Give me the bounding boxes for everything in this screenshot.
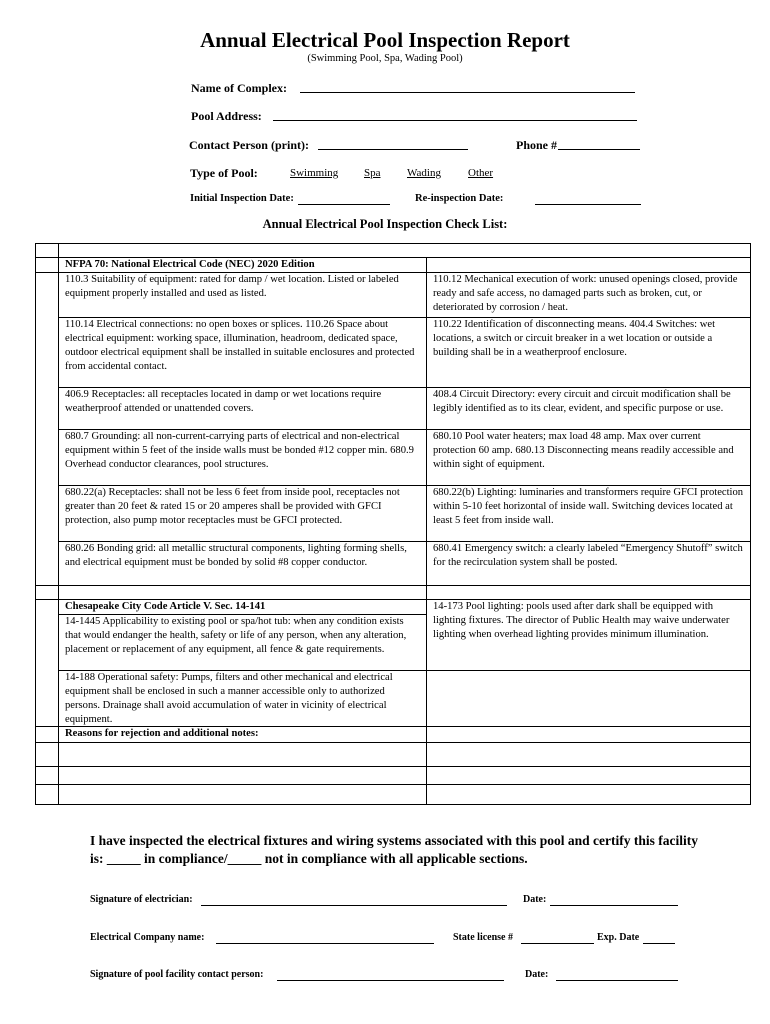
nec-item: 110.14 Electrical connections: no open boxes or splices. 110.26 Space about electrical equipment: working space, illumination, headroom, dedicated space, outdoor electrical equipment shall be installed in suitable enclosures and protected from accidental contact.	[59, 317, 427, 387]
report-subtitle: (Swimming Pool, Spa, Wading Pool)	[307, 53, 463, 64]
table-row	[36, 599, 751, 614]
section-heading-city: Chesapeake City Code Article V. Sec. 14-141	[59, 599, 427, 614]
license-label: State license #	[453, 932, 513, 943]
contact-field[interactable]	[318, 137, 468, 150]
nec-item: 680.41 Emergency switch: a clearly labeled “Emergency Shutoff” switch for the recirculation system shall be posted.	[427, 541, 751, 585]
contact-signature-label: Signature of pool facility contact person:	[90, 969, 264, 980]
table-row	[36, 244, 751, 258]
contact-date-field[interactable]	[556, 968, 678, 981]
reasons-heading: Reasons for rejection and additional notes:	[59, 727, 427, 743]
electrician-date-label: Date:	[523, 894, 547, 905]
license-field[interactable]	[521, 931, 594, 944]
nec-item: 680.26 Bonding grid: all metallic structural components, lighting forming shells, and electrical equipment must be bonded by solid #8 copper conductor.	[59, 541, 427, 585]
table-row	[36, 785, 751, 805]
reinspection-label: Re-inspection Date:	[415, 193, 504, 204]
nec-item: 680.22(b) Lighting: luminaries and transformers require GFCI protection within 5-10 feet horizontal of inside wall. Switching devices located at least 5 feet from inside wall.	[427, 485, 751, 541]
nec-item: 110.22 Identification of disconnecting means. 404.4 Switches: wet locations, a switch or circuit breaker in a wet location or outside a building shall be in a weatherproof enclosure.	[427, 317, 751, 387]
exp-date-field[interactable]	[643, 931, 675, 944]
nec-item: 406.9 Receptacles: all receptacles located in damp or wet locations require weatherproof attended or unattended covers.	[59, 387, 427, 429]
company-name-label: Electrical Company name:	[90, 932, 205, 943]
initial-date-label: Initial Inspection Date:	[190, 193, 294, 204]
city-item: 14-173 Pool lighting: pools used after dark shall be equipped with lighting fixtures. The director of Public Health may waive underwater lighting when overhead lighting provides minimum illumination.	[427, 599, 751, 670]
address-field[interactable]	[273, 108, 637, 121]
table-row	[36, 485, 751, 541]
table-row	[36, 387, 751, 429]
complex-label: Name of Complex:	[191, 81, 287, 95]
table-row	[36, 541, 751, 585]
type-spa[interactable]: Spa	[364, 167, 381, 179]
table-row	[36, 585, 751, 599]
table-row	[36, 743, 751, 767]
type-wading[interactable]: Wading	[407, 167, 441, 179]
initial-date-field[interactable]	[298, 192, 390, 205]
electrician-date-field[interactable]	[550, 893, 678, 906]
nec-item: 680.7 Grounding: all non-current-carrying parts of electrical and non-electrical equipment within 5 feet of the inside walls must be bonded #12 copper min. 680.9 Overhead conductor clearances, pool structures.	[59, 429, 427, 485]
checklist-table	[35, 243, 751, 805]
type-other[interactable]: Other	[468, 167, 494, 179]
nec-item: 680.10 Pool water heaters; max load 48 amp. Max over current protection 60 amp. 680.13 Disconnecting means readily accessible and within sight of equipment.	[427, 429, 751, 485]
table-row	[36, 767, 751, 785]
type-label: Type of Pool:	[190, 166, 258, 180]
city-item: 14-1445 Applicability to existing pool or spa/hot tub: when any condition exists that would endanger the health, safety or life of any person, when any alteration, placement or replacement of any equipment, all fence & gate requirements.	[59, 614, 427, 670]
nec-item: 110.12 Mechanical execution of work: unused openings closed, provide ready and safe access, no damaged parts such as broken, cut, or deteriorated by corrosion / heat.	[427, 272, 751, 317]
type-swimming[interactable]: Swimming	[290, 167, 339, 179]
city-item: 14-188 Operational safety: Pumps, filters and other mechanical and electrical equipment shall be enclosed in such a manner accessible only to authorized persons. Drainage shall avoid accumulation of water in vicinity of electrical equipment.	[59, 670, 427, 727]
phone-label: Phone #	[516, 138, 558, 152]
report-title: Annual Electrical Pool Inspection Report	[200, 28, 570, 52]
contact-label: Contact Person (print):	[189, 138, 309, 152]
nec-item: 680.22(a) Receptacles: shall not be less 6 feet from inside pool, receptacles not greater than 20 feet & rated 15 or 20 amperes shall be provided with GFCI protection, also pump motor receptacles must be GFCI protected.	[59, 485, 427, 541]
table-row	[36, 258, 751, 273]
table-row	[36, 727, 751, 743]
nec-item: 110.3 Suitability of equipment: rated for damp / wet location. Listed or labeled equipment properly installed and used as listed.	[59, 272, 427, 317]
contact-date-label: Date:	[525, 969, 549, 980]
nec-item: 408.4 Circuit Directory: every circuit and circuit modification shall be legibly identified as to its clear, evident, and specific purpose or use.	[427, 387, 751, 429]
table-row	[36, 317, 751, 387]
checklist-title: Annual Electrical Pool Inspection Check List:	[262, 217, 508, 231]
address-label: Pool Address:	[191, 109, 262, 123]
phone-field[interactable]	[558, 137, 640, 150]
section-heading-nec: NFPA 70: National Electrical Code (NEC) 2020 Edition	[59, 258, 427, 273]
contact-signature-field[interactable]	[277, 968, 504, 981]
certification-statement: I have inspected the electrical fixtures and wiring systems associated with this pool and certify this facility is: _____ in compliance/_____ not in compliance with all applicable sections.	[90, 833, 698, 866]
table-row	[36, 272, 751, 317]
complex-field[interactable]	[300, 80, 635, 93]
table-row	[36, 429, 751, 485]
table-row	[36, 670, 751, 727]
electrician-signature-field[interactable]	[201, 893, 507, 906]
company-name-field[interactable]	[216, 931, 434, 944]
exp-date-label: Exp. Date	[597, 932, 640, 943]
reinspection-field[interactable]	[535, 192, 641, 205]
electrician-signature-label: Signature of electrician:	[90, 894, 193, 905]
